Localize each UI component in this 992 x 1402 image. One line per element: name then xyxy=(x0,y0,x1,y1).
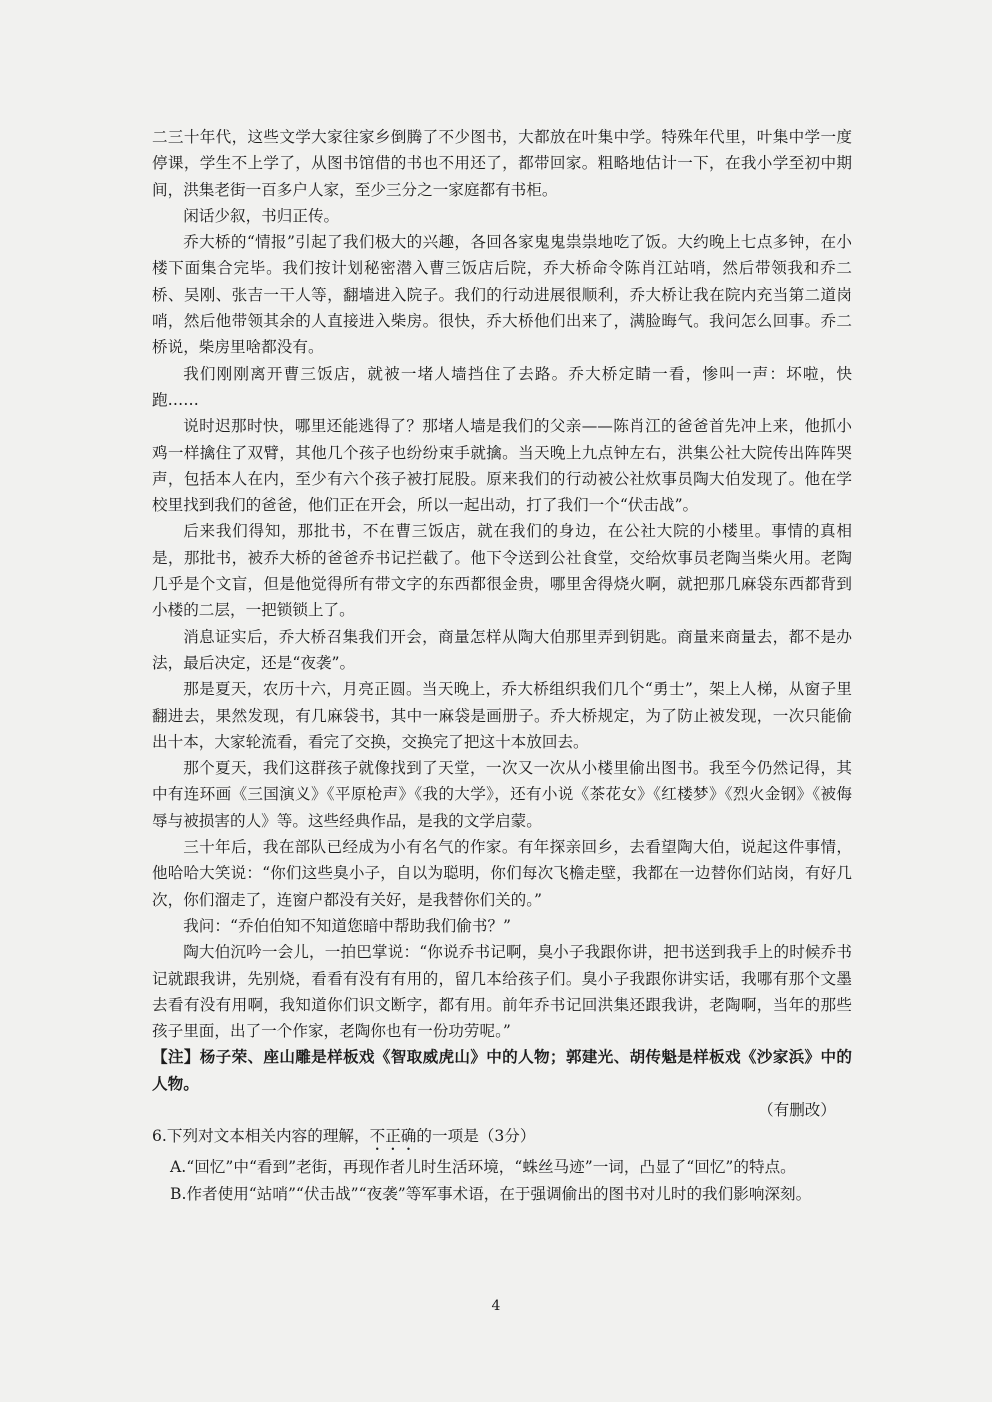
question-prefix: 6.下列对文本相关内容的理解， xyxy=(152,1127,370,1146)
paragraph-8: 那是夏天，农历十六，月亮正圆。当天晚上，乔大桥组织我们几个“勇士”，架上人梯，从窗子里翻进去，果然发现，有几麻袋书，其中一麻袋是画册子。乔大桥规定，为了防止被发现，一次只能偷出十本，大家轮流看，看完了交换，交换完了把这十本放回去。 xyxy=(152,680,852,751)
option-b: B.作者使用“站哨”“伏击战”“夜袭”等军事术语，在于强调偷出的图书对儿时的我们影响深刻。 xyxy=(170,1184,812,1203)
page-number: 4 xyxy=(491,1298,501,1314)
question-suffix: 的一项是（3分） xyxy=(416,1127,536,1146)
passage xyxy=(152,124,852,1207)
paragraph-6: 后来我们得知，那批书，不在曹三饭店，就在我们的身边，在公社大院的小楼里。事情的真相是，那批书，被乔大桥的爸爸乔书记拦截了。他下令送到公社食堂，交给炊事员老陶当柴火用。老陶几乎是个文盲，但是他觉得所有带文字的东西都很金贵，哪里舍得烧火啊，就把那几麻袋东西都背到小楼的二层，一把锁锁上了。 xyxy=(152,522,852,620)
paragraph-10: 三十年后，我在部队已经成为小有名气的作家。有年探亲回乡，去看望陶大伯，说起这件事情，他哈哈大笑说：“你们这些臭小子，自以为聪明，你们每次飞檐走壁，我都在一边替你们站岗，有好几次，你们溜走了，连窗户都没有关好，是我替你们关的。” xyxy=(152,838,852,909)
question-emphasis: 不正确 xyxy=(369,1127,417,1146)
paragraph-7: 消息证实后，乔大桥召集我们开会，商量怎样从陶大伯那里弄到钥匙。商量来商量去，都不是办法，最后决定，还是“夜袭”。 xyxy=(152,627,852,672)
paragraph-1: 二三十年代，这些文学大家往家乡倒腾了不少图书，大都放在叶集中学。特殊年代里，叶集中学一度停课，学生不上学了，从图书馆借的书也不用还了，都带回家。粗略地估计一下，在我小学至初中期间，洪集老街一百多户人家，至少三分之一家庭都有书柜。 xyxy=(152,128,852,199)
option-a: A.“回忆”中“看到”老街，再现作者儿时生活环境，“蛛丝马迹”一词，凸显了“回忆”的特点。 xyxy=(170,1158,796,1177)
annotation-note: 【注】杨子荣、座山雕是样板戏《智取威虎山》中的人物；郭建光、胡传魁是样板戏《沙家浜》中的人物。 xyxy=(152,1047,852,1093)
paragraph-4: 我们刚刚离开曹三饭店，就被一堵人墙挡住了去路。乔大桥定睛一看，惨叫一声：坏啦，快跑…… xyxy=(152,364,852,409)
paragraph-11: 我问：“乔伯伯知不知道您暗中帮助我们偷书？” xyxy=(183,916,512,935)
paragraph-12: 陶大伯沉吟一会儿，一拍巴掌说：“你说乔书记啊，臭小子我跟你讲，把书送到我手上的时候乔书记就跟我讲，先别烧，看看有没有有用的，留几本给孩子们。臭小子我跟你讲实话，我哪有那个文墨去看有没有用啊，我知道你们识文断字，都有用。前年乔书记回洪集还跟我讲，老陶啊，当年的那些孩子里面，出了一个作家，老陶你也有一份功劳呢。” xyxy=(152,943,852,1041)
paragraph-2: 闲话少叙，书归正传。 xyxy=(183,206,340,225)
paragraph-5: 说时迟那时快，哪里还能逃得了？那堵人墙是我们的父亲——陈肖江的爸爸首先冲上来，他抓小鸡一样擒住了双臂，其他几个孩子也纷纷束手就擒。当天晚上九点钟左右，洪集公社大院传出阵阵哭声，包括本人在内，至少有六个孩子被打屁股。原来我们的行动被公社炊事员陶大伯发现了。他在学校里找到我们的爸爸，他们正在开会，所以一起出动，打了我们一个“伏击战”。 xyxy=(152,417,852,515)
paragraph-3: 乔大桥的“情报”引起了我们极大的兴趣，各回各家鬼鬼祟祟地吃了饭。大约晚上七点多钟，在小楼下面集合完毕。我们按计划秘密潜入曹三饭店后院，乔大桥命令陈肖江站哨，然后带领我和乔二桥、吴刚、张吉一干人等，翻墙进入院子。我们的行动进展很顺利，乔大桥让我在院内充当第二道岗哨，然后他带领其余的人直接进入柴房。很快，乔大桥他们出来了，满脸晦气。我问怎么回事。乔二桥说，柴房里啥都没有。 xyxy=(152,233,852,357)
source-note: （有删改） xyxy=(758,1100,836,1119)
paragraph-9: 那个夏天，我们这群孩子就像找到了天堂，一次又一次从小楼里偷出图书。我至今仍然记得，其中有连环画《三国演义》《平原枪声》《我的大学》，还有小说《茶花女》《红楼梦》《烈火金钢》《被侮辱与被损害的人》等。这些经典作品，是我的文学启蒙。 xyxy=(152,759,852,830)
question-6 xyxy=(152,1123,852,1154)
